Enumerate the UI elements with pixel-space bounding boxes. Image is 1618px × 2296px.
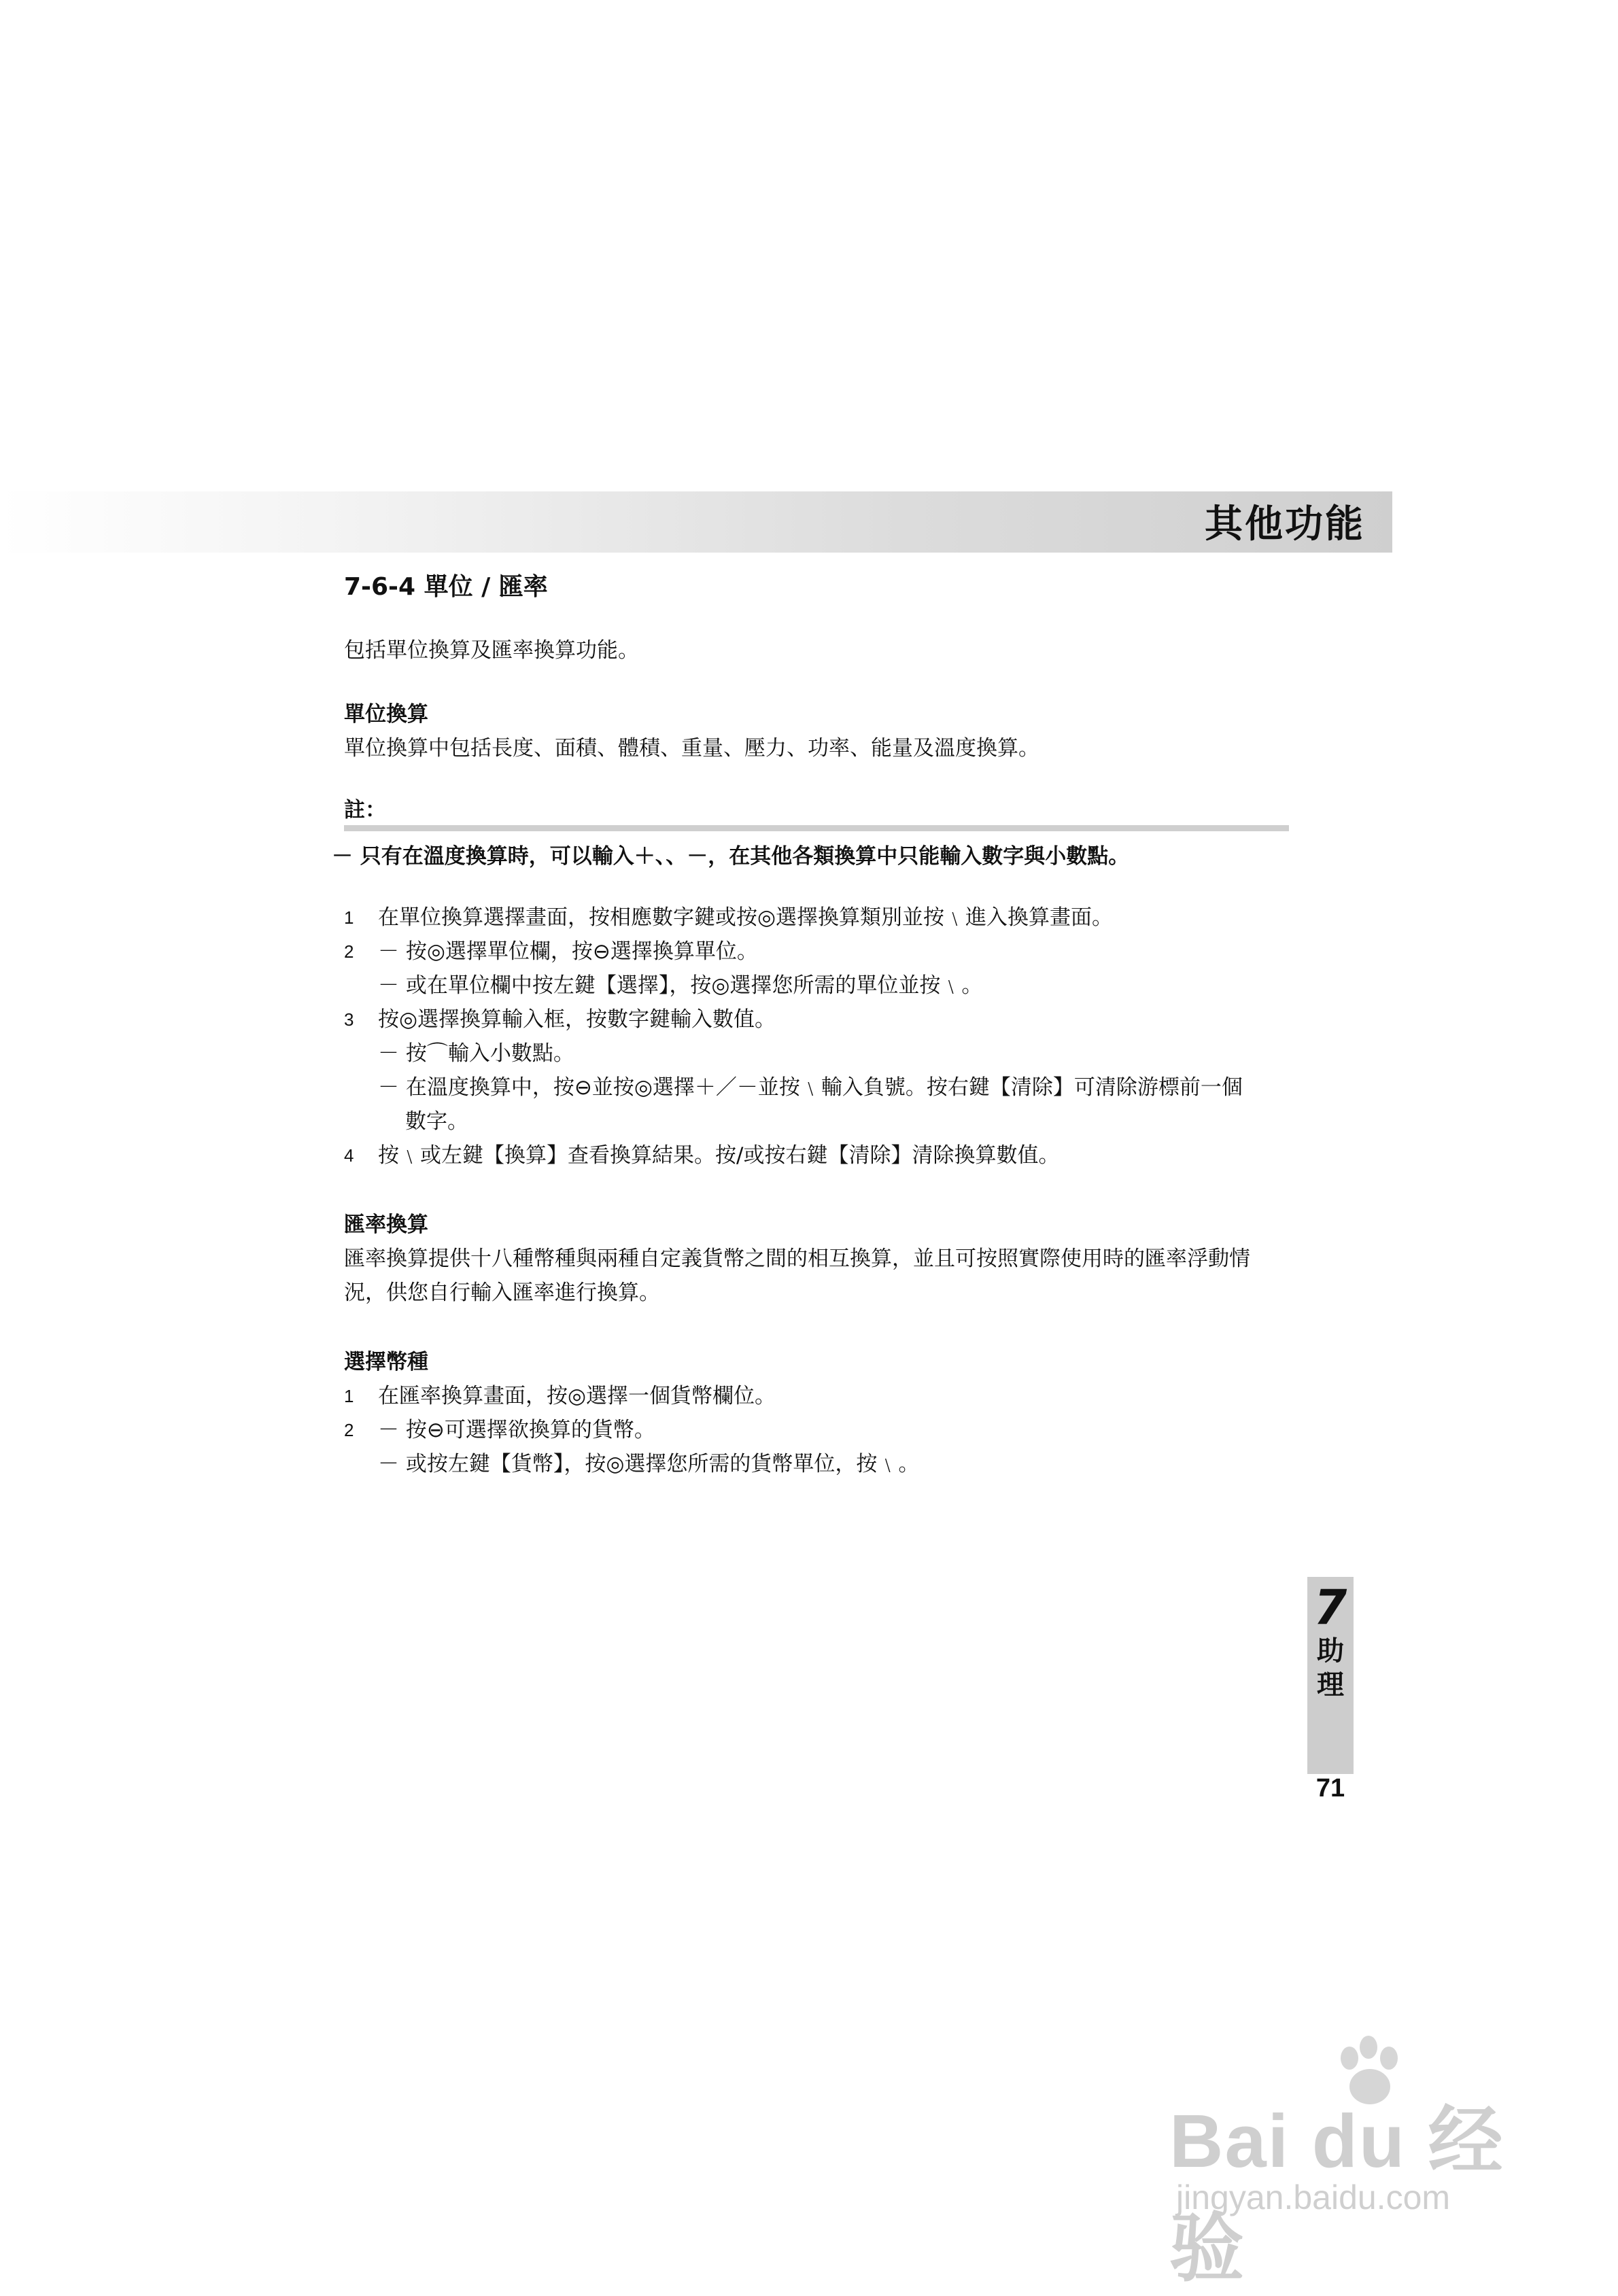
step-number: 3: [344, 1009, 354, 1030]
step-item: [344, 1071, 1289, 1104]
step-text: 按﹨或左鍵【換算】查看換算結果。按∕或按右鍵【清除】清除換算數值。: [378, 1143, 1060, 1168]
step-item: [344, 1037, 1289, 1071]
step-text: － 按⊖可選擇欲換算的貨幣。: [378, 1418, 655, 1442]
step-text: 在匯率換算畫面，按◎選擇一個貨幣欄位。: [378, 1384, 776, 1408]
step-item: [344, 935, 1289, 969]
exchange-line-2: 況，供您自行輸入匯率進行換算。: [344, 1281, 660, 1305]
step-text: － 或按左鍵【貨幣】，按◎選擇您所需的貨幣單位，按﹨。: [378, 1452, 920, 1476]
page-content: [332, 568, 1289, 1481]
unit-conversion-description: 單位換算中包括長度、面積、體積、重量、壓力、功率、能量及溫度換算。: [344, 736, 1039, 761]
step-text: － 按◎選擇單位欄，按⊖選擇換算單位。: [378, 939, 758, 964]
step-item: [344, 1379, 1289, 1413]
step-text: － 或在單位欄中按左鍵【選擇】，按◎選擇您所需的單位並按﹨。: [378, 973, 983, 998]
baidu-watermark: [1149, 2032, 1557, 2291]
step-item: [344, 1447, 1289, 1481]
chapter-char: 助: [1317, 1635, 1344, 1667]
page-number: 71: [1315, 1774, 1345, 1803]
step-number: 2: [344, 941, 354, 962]
step-text: － 按⌒輸入小數點。: [378, 1041, 574, 1066]
step-number: 1: [344, 1386, 354, 1406]
watermark-logo: Bai du 经验: [1169, 2100, 1504, 2291]
chapter-name: [1307, 1634, 1354, 1702]
currency-select-heading: 選擇幣種: [344, 1350, 428, 1374]
chapter-char: 理: [1317, 1669, 1344, 1701]
step-item: [344, 969, 1289, 1003]
note-heading: 註：: [344, 798, 386, 822]
chapter-number: 7: [1313, 1580, 1347, 1635]
section-title: 7-6-4 單位 / 匯率: [344, 573, 548, 601]
step-number: 2: [344, 1420, 354, 1440]
step-item: [344, 1138, 1289, 1172]
chapter-header-band: [0, 491, 1392, 553]
step-item: [344, 1104, 1289, 1138]
exchange-line-1: 匯率換算提供十八種幣種與兩種自定義貨幣之間的相互換算，並且可按照實際使用時的匯率浮動情: [344, 1247, 1250, 1271]
step-text: 數字。: [405, 1109, 468, 1134]
currency-steps-list: [344, 1379, 1289, 1481]
exchange-heading: 匯率換算: [344, 1213, 428, 1237]
watermark-url: jingyan.baidu.com: [1176, 2178, 1451, 2216]
chapter-tab: [1307, 1577, 1354, 1774]
step-text: － 在溫度換算中，按⊖並按◎選擇＋／－並按﹨輸入負號。按右鍵【清除】可清除游標前一個: [378, 1075, 1243, 1100]
section-intro: 包括單位換算及匯率換算功能。: [344, 638, 639, 663]
unit-conversion-heading: 單位換算: [344, 702, 428, 727]
unit-steps-list: [344, 901, 1289, 1172]
step-text: 按◎選擇換算輸入框，按數字鍵輸入數值。: [378, 1007, 776, 1032]
note-text: － 只有在溫度換算時，可以輸入＋、、－，在其他各類換算中只能輸入數字與小數點。: [332, 844, 1130, 869]
step-number: 4: [344, 1145, 354, 1166]
step-item: [344, 1003, 1289, 1037]
step-text: 在單位換算選擇畫面，按相應數字鍵或按◎選擇換算類別並按﹨進入換算畫面。: [378, 905, 1114, 930]
step-item: [344, 1413, 1289, 1447]
step-item: [344, 901, 1289, 935]
chapter-title: 其他功能: [1205, 502, 1365, 546]
step-number: 1: [344, 907, 354, 928]
note-divider: [344, 825, 1289, 831]
